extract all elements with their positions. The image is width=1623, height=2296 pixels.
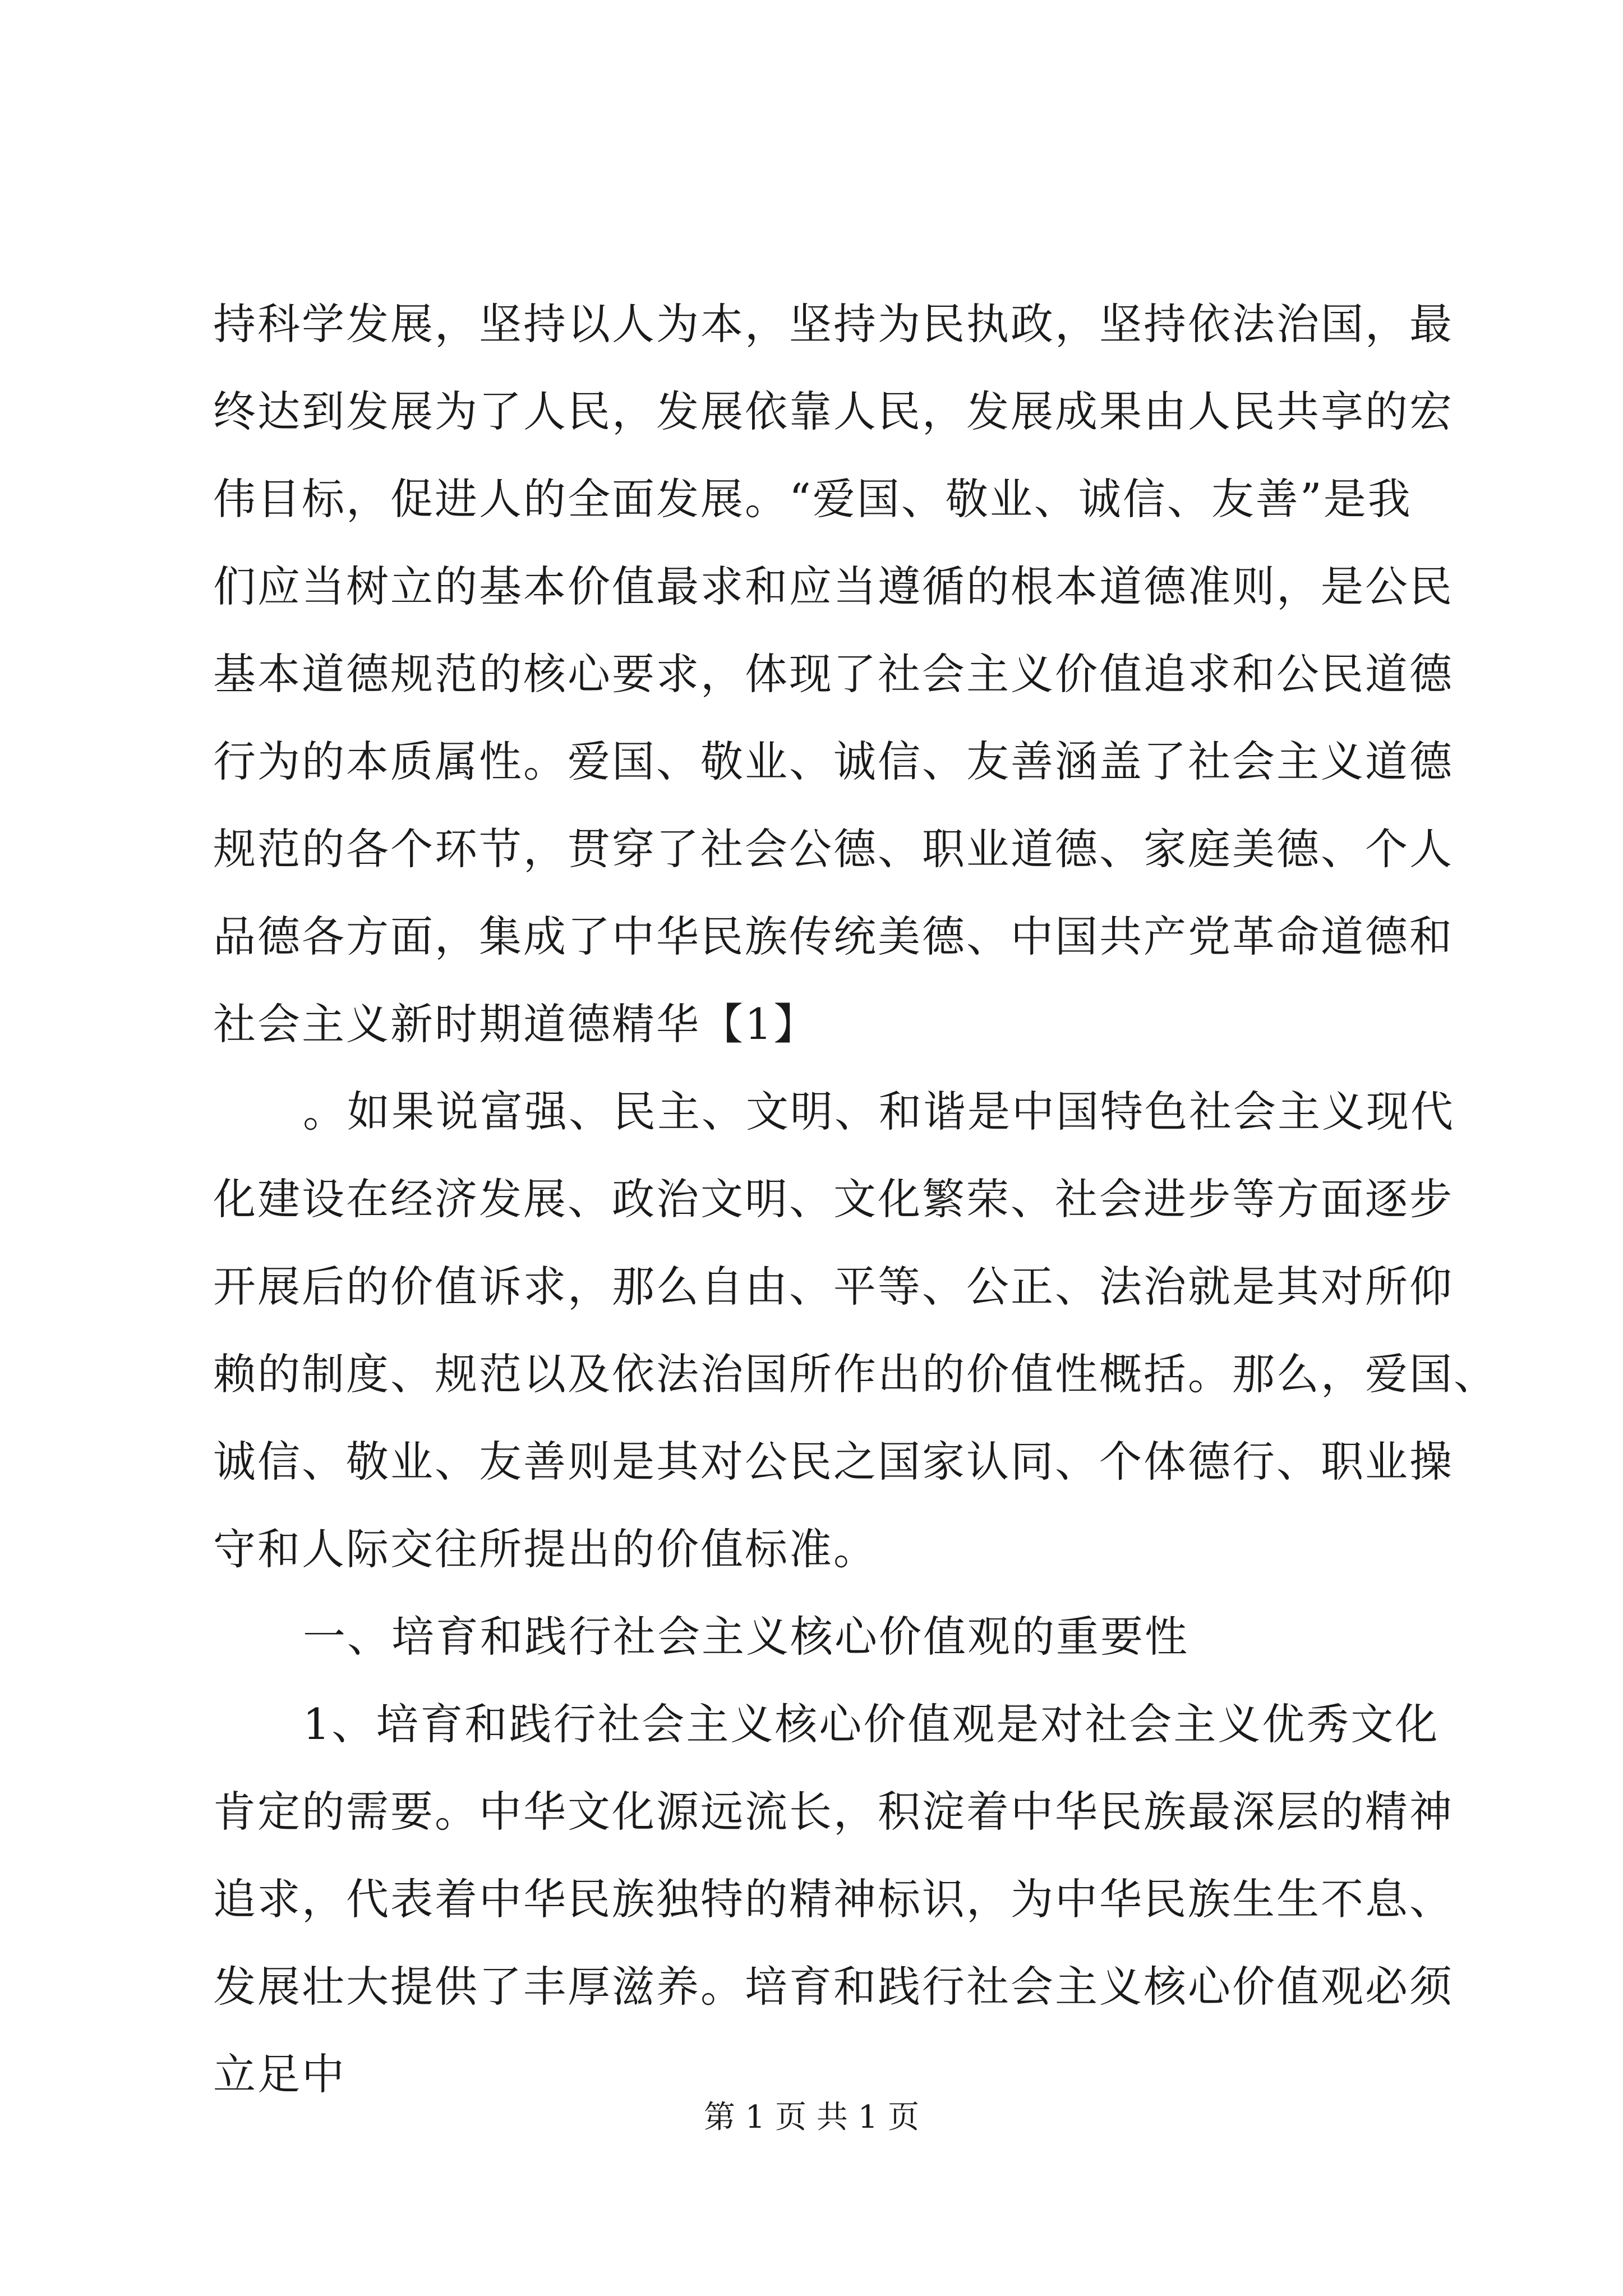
text-line: 追求，代表着中华民族独特的精神标识，为中华民族生生不息、 (213, 1874, 1454, 1924)
document-body (213, 280, 1498, 2118)
paragraph-first-line: 1、培育和践行社会主义核心价值观是对社会主义优秀文化 (303, 1699, 1440, 1749)
text-line: 立足中 (213, 2049, 346, 2099)
paragraph-first-line: 。如果说富强、民主、文明、和谐是中国特色社会主义现代 (303, 1087, 1455, 1137)
text-line: 化建设在经济发展、政治文明、文化繁荣、社会进步等方面逐步 (213, 1174, 1454, 1224)
text-line: 伟目标，促进人的全面发展。“爱国、敬业、诚信、友善”是我 (213, 474, 1412, 524)
text-line: 守和人际交往所提出的价值标准。 (213, 1524, 878, 1574)
text-line: 持科学发展，坚持以人为本，坚持为民执政，坚持依法治国，最 (213, 299, 1454, 349)
text-line: 肯定的需要。中华文化源远流长，积淀着中华民族最深层的精神 (213, 1787, 1454, 1837)
text-line: 们应当树立的基本价值最求和应当遵循的根本道德准则，是公民 (213, 562, 1454, 611)
text-line: 发展壮大提供了丰厚滋养。培育和践行社会主义核心价值观必须 (213, 1962, 1454, 2012)
text-line: 规范的各个环节，贯穿了社会公德、职业道德、家庭美德、个人 (213, 824, 1454, 874)
text-line: 行为的本质属性。爱国、敬业、诚信、友善涵盖了社会主义道德 (213, 737, 1454, 786)
text-line: 终达到发展为了人民，发展依靠人民，发展成果由人民共享的宏 (213, 386, 1454, 436)
page-footer: 第 1 页 共 1 页 (703, 2099, 920, 2136)
text-line: 开展后的价值诉求，那么自由、平等、公正、法治就是其对所仰 (213, 1262, 1454, 1312)
text-line: 基本道德规范的核心要求，体现了社会主义价值追求和公民道德 (213, 649, 1454, 699)
text-line: 品德各方面，集成了中华民族传统美德、中国共产党革命道德和 (213, 912, 1454, 961)
text-line: 赖的制度、规范以及依法治国所作出的价值性概括。那么，爱国、 (213, 1349, 1498, 1399)
text-line: 诚信、敬业、友善则是其对公民之国家认同、个体德行、职业操 (213, 1437, 1454, 1487)
text-line: 社会主义新时期道德精华【1】 (213, 999, 818, 1049)
section-heading: 一、培育和践行社会主义核心价值观的重要性 (303, 1612, 1189, 1662)
